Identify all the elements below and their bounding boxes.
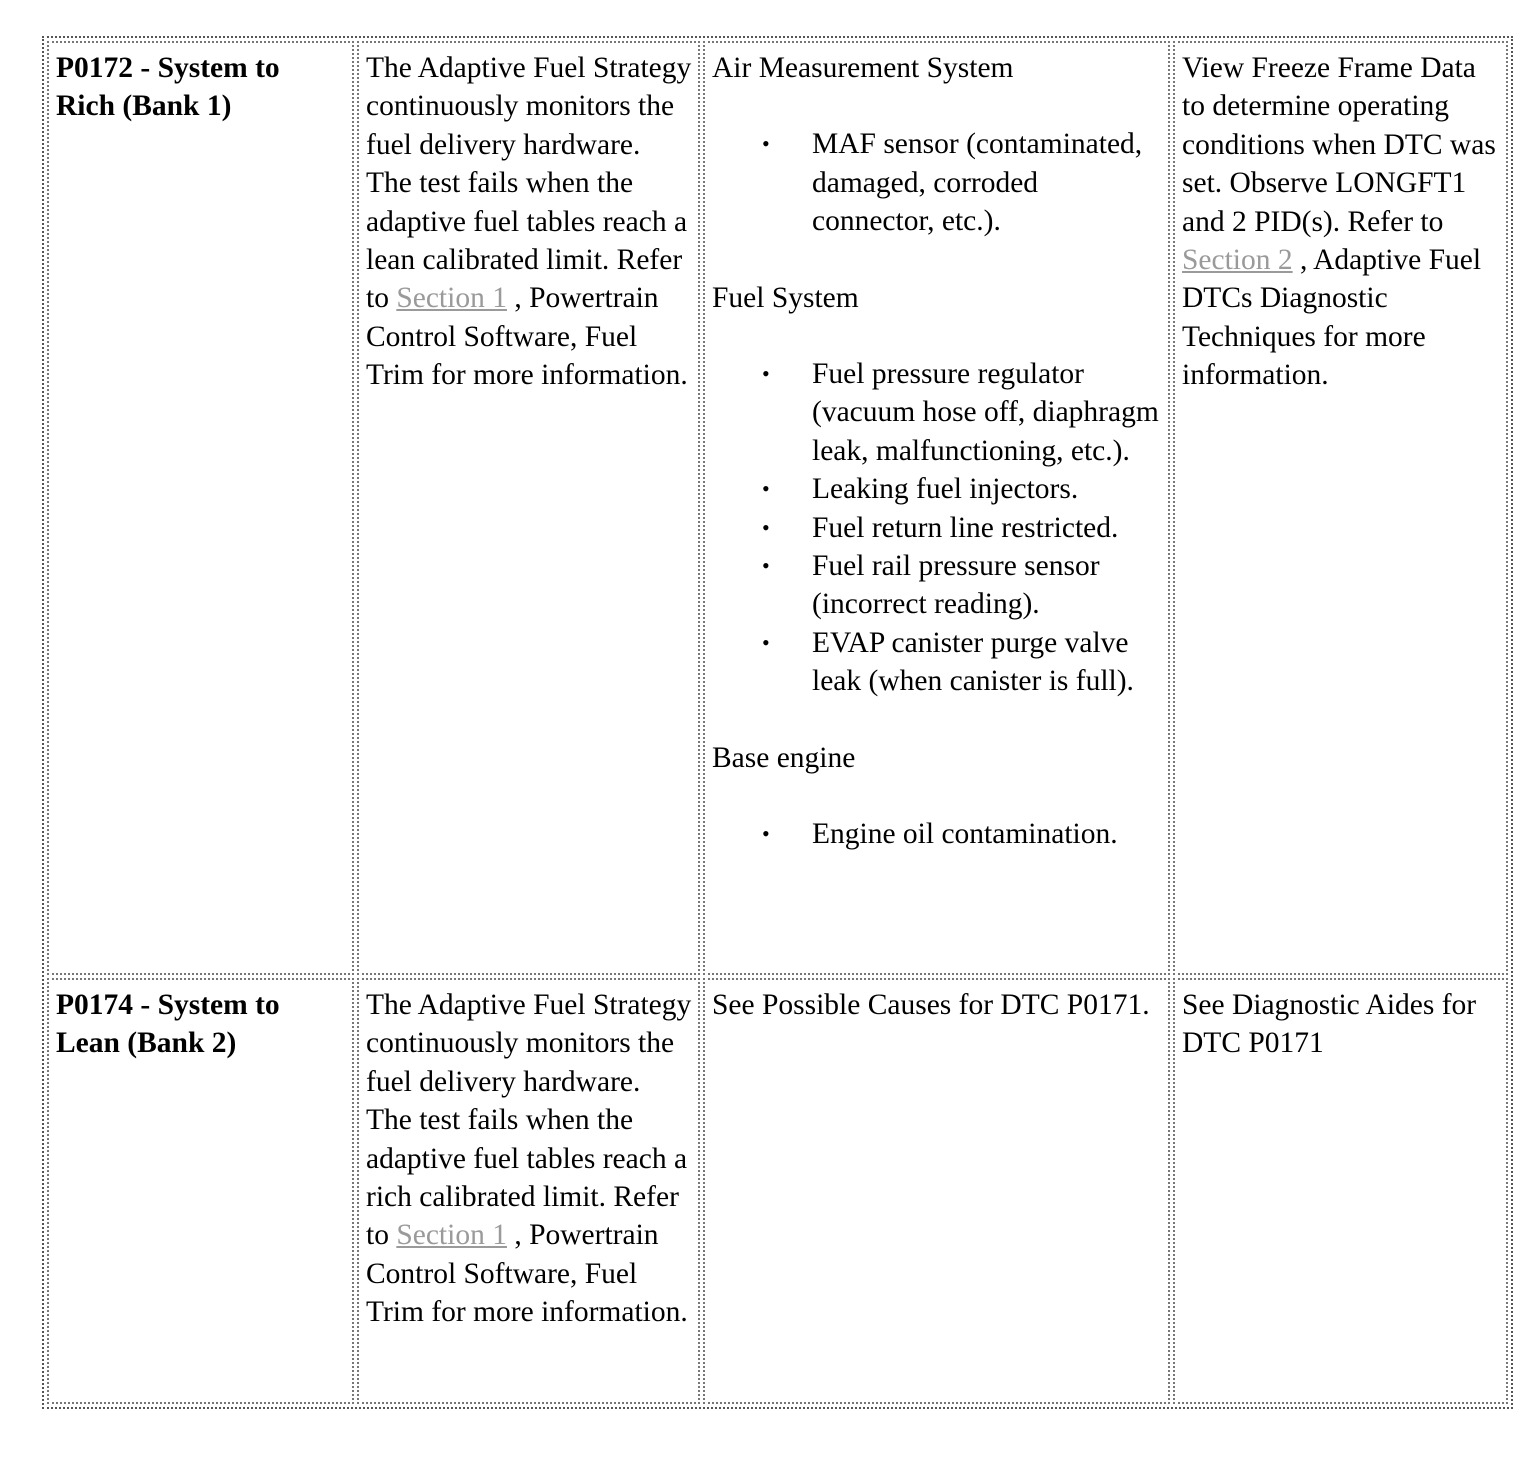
section-2-link[interactable]: Section 2	[1182, 244, 1293, 277]
bullet-icon: •	[762, 514, 770, 540]
cause-group-heading: Base engine	[712, 741, 856, 774]
list-item: • Leaking fuel injectors.	[812, 470, 1162, 508]
description-cell	[357, 41, 700, 975]
cause-group-heading: Fuel System	[712, 281, 859, 314]
aids-text-cont: , Adaptive Fuel DTCs Diagnostic Techniques for more information.	[1182, 244, 1482, 392]
section-1-link[interactable]: Section 1	[396, 1219, 507, 1252]
dtc-code: P0172 - System to Rich (Bank 1)	[56, 52, 280, 123]
list-item: • Fuel rail pressure sensor (incorrect reading).	[812, 547, 1162, 624]
cause-group-heading: Air Measurement System	[712, 52, 1014, 84]
dtc-table	[42, 36, 1513, 1409]
diagnostic-aids-cell	[1173, 978, 1508, 1404]
bullet-icon: •	[762, 131, 770, 157]
dtc-code: P0174 - System to Lean (Bank 2)	[56, 989, 280, 1060]
bullet-icon: •	[762, 361, 770, 387]
cause-list	[712, 815, 1162, 853]
cause-list	[712, 355, 1162, 701]
description-text: The Adaptive Fuel Strategy continuously monitors the fuel delivery hardware. The test fails when the adaptive fuel tables reach a lean calibrated limit. Refer to	[366, 52, 692, 315]
causes-text: See Possible Causes for DTC P0171.	[712, 989, 1150, 1021]
aids-text: View Freeze Frame Data to determine operating conditions when DTC was set. Observe LONGFT1 and 2 PID(s). Refer to	[1182, 52, 1496, 238]
section-1-link[interactable]: Section 1	[396, 282, 507, 315]
diagnostic-aids-cell	[1173, 41, 1508, 975]
bullet-icon: •	[762, 476, 770, 502]
description-text-cont: , Powertrain Control Software, Fuel Trim for more information.	[366, 282, 688, 392]
cause-list	[712, 125, 1162, 240]
description-text-cont: , Powertrain Control Software, Fuel Trim for more information.	[366, 1219, 688, 1329]
list-item: • MAF sensor (contaminated, damaged, corroded connector, etc.).	[812, 125, 1162, 240]
list-item: • EVAP canister purge valve leak (when canister is full).	[812, 624, 1162, 701]
table-row	[47, 41, 1508, 975]
bullet-icon: •	[762, 629, 770, 655]
description-cell	[357, 978, 700, 1404]
table-row	[47, 978, 1508, 1404]
list-item: • Fuel pressure regulator (vacuum hose off, diaphragm leak, malfunctioning, etc.).	[812, 355, 1162, 470]
dtc-code-cell	[47, 978, 354, 1404]
dtc-code-cell	[47, 41, 354, 975]
list-item: • Engine oil contamination.	[812, 815, 1162, 853]
aids-text: See Diagnostic Aides for DTC P0171	[1182, 989, 1477, 1060]
description-text: The Adaptive Fuel Strategy continuously monitors the fuel delivery hardware. The test fails when the adaptive fuel tables reach a rich calibrated limit. Refer to	[366, 989, 692, 1252]
bullet-icon: •	[762, 821, 770, 847]
possible-causes-cell	[703, 978, 1170, 1404]
possible-causes-cell	[703, 41, 1170, 975]
list-item: • Fuel return line restricted.	[812, 509, 1162, 547]
bullet-icon: •	[762, 553, 770, 579]
